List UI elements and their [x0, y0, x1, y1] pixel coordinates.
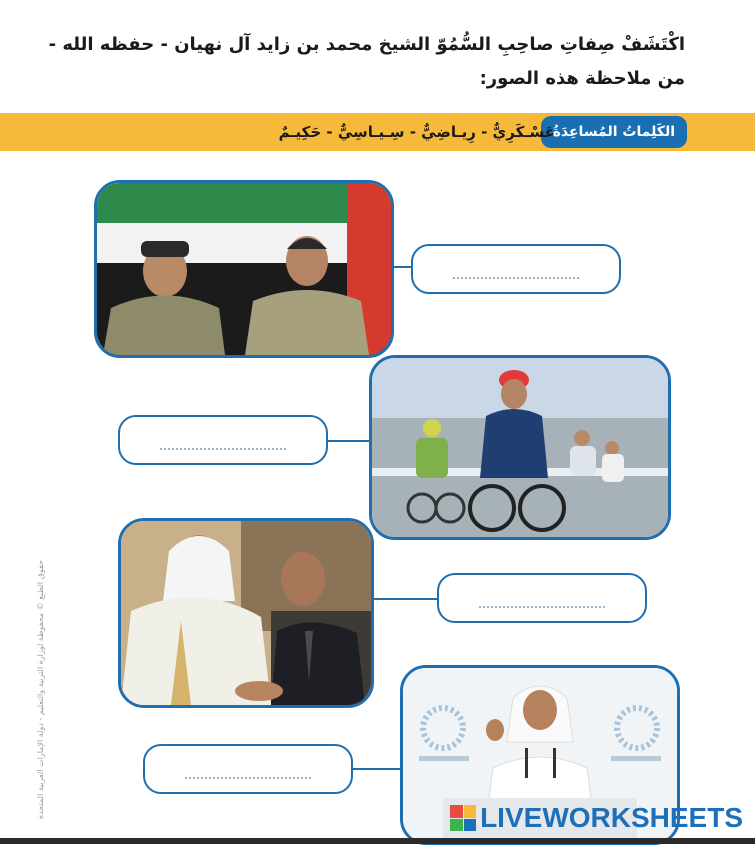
instruction-line-2: من ملاحظة هذه الصور:: [479, 68, 685, 89]
answer-dots-1: [453, 277, 579, 279]
photo-military-image: [97, 183, 391, 355]
instruction: [45, 28, 685, 96]
liveworksheets-watermark: [450, 802, 743, 834]
liveworksheets-text: LIVEWORKSHEETS: [480, 802, 743, 833]
connector-1: [394, 266, 412, 268]
instruction-line-1: اكْتَشَفْ صِفاتِ صاحِبِ السُّمُوّ الشيخ محمد بن زايد آل نهيان - حفظه الله -: [48, 34, 685, 55]
connector-4: [352, 768, 401, 770]
photo-cycling-image: [372, 358, 668, 537]
photo-handshake: [118, 518, 374, 708]
answer-dots-3: [479, 606, 605, 608]
liveworksheets-logo-icon: [450, 805, 476, 831]
connector-2: [327, 440, 370, 442]
answer-dots-2: [160, 448, 286, 450]
connector-3: [374, 598, 438, 600]
photo-military: [94, 180, 394, 358]
helper-words-label: الكَلِماتُ المُساعِدَةُ: [541, 116, 687, 148]
footer-bar: [0, 838, 755, 844]
photo-handshake-image: [121, 521, 371, 705]
helper-words-list: عَسْـكَرِيٌّ - رِيـاضِيٌّ - سِـيـاسِيٌّ - حَكِيـمٌ: [278, 123, 555, 141]
photo-cycling: [369, 355, 671, 540]
answer-field-2[interactable]: [118, 415, 328, 465]
answer-field-4[interactable]: [143, 744, 353, 794]
copyright-note: حقوق الطبع © محفوظة لوزارة التربية والتعليم - دولة الإمارات العربية المتحدة: [36, 560, 45, 820]
answer-field-1[interactable]: [411, 244, 621, 294]
answer-field-3[interactable]: [437, 573, 647, 623]
answer-dots-4: [185, 777, 311, 779]
